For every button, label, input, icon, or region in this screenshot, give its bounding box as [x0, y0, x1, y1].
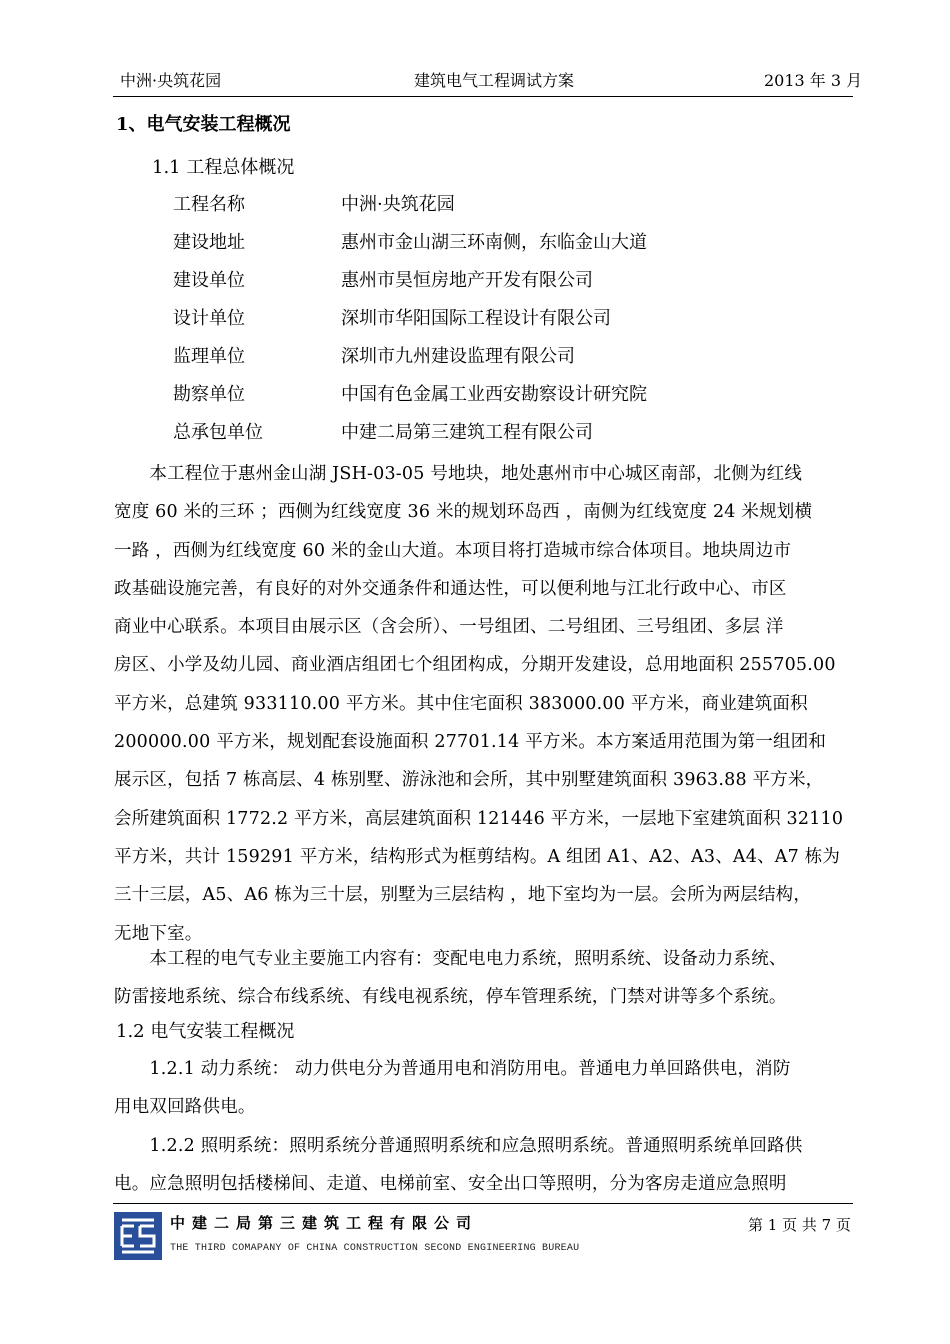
footer-company-name: 中建二局第三建筑工程有限公司: [170, 1214, 479, 1232]
info-key: 工程名称: [173, 194, 245, 215]
info-value: 深圳市九州建设监理有限公司: [341, 346, 575, 367]
text-line: 本工程的电气专业主要施工内容有：变配电电力系统，照明系统、设备动力系统、: [114, 949, 787, 969]
text-line: 本工程位于惠州金山湖 JSH-03-05 号地块，地处惠州市中心城区南部，北侧为红线: [114, 464, 803, 484]
text-line: 1.2.2 照明系统：照明系统分普通照明系统和应急照明系统。普通照明系统单回路供: [114, 1136, 803, 1156]
text-line: 无地下室。: [114, 923, 203, 944]
footer-rule: [113, 1203, 853, 1204]
info-value: 深圳市华阳国际工程设计有限公司: [341, 308, 611, 329]
header-date: 2013 年 3 月: [764, 71, 863, 90]
info-key: 设计单位: [173, 308, 245, 329]
info-value: 中洲·央筑花园: [341, 194, 455, 215]
text-line: 200000.00 平方米，规划配套设施面积 27701.14 平方米。本方案适用范围为第一组团和: [114, 732, 827, 753]
text-line: 1.2.1 动力系统： 动力供电分为普通用电和消防用电。普通电力单回路供电，消防: [114, 1059, 791, 1079]
info-row: [0, 266, 950, 296]
text-line: 平方米，共计 159291 平方米，结构形式为框剪结构。A 组团 A1、A2、A3、A4、A7 栋为: [114, 846, 841, 867]
text-line: 政基础设施完善，有良好的对外交通条件和通达性，可以便利地与江北行政中心、市区: [114, 578, 787, 599]
info-value: 中国有色金属工业西安勘察设计研究院: [341, 384, 647, 405]
header-document-title: 建筑电气工程调试方案: [414, 71, 575, 90]
subsection-title-1-1: 1.1 工程总体概况: [152, 157, 295, 178]
info-row: [0, 418, 950, 448]
text-line: 宽度 60 米的三环 ；西侧为红线宽度 36 米的规划环岛西 ，南侧为红线宽度 24 米规划横: [114, 502, 813, 523]
info-key: 建设单位: [173, 270, 245, 291]
text-line: 电。应急照明包括楼梯间、走道、电梯前室、安全出口等照明，分为客房走道应急照明: [114, 1174, 787, 1195]
info-row: [0, 228, 950, 258]
footer-company-english: THE THIRD COMAPANY OF CHINA CONSTRUCTION SECOND ENGINEERING BUREAU: [170, 1243, 580, 1254]
paragraph-electrical-scope: [114, 940, 844, 1017]
info-value: 惠州市金山湖三环南侧，东临金山大道: [341, 232, 647, 253]
header-project-name: 中洲·央筑花园: [120, 71, 222, 90]
info-row: [0, 304, 950, 334]
paragraph-project-overview: [114, 455, 844, 953]
info-value: 惠州市昊恒房地产开发有限公司: [341, 270, 593, 291]
info-row: [0, 380, 950, 410]
info-key: 监理单位: [173, 346, 245, 367]
text-line: 商业中心联系。本项目由展示区（含会所）、一号组团、二号组团、三号组团、多层 洋: [114, 617, 784, 638]
text-line: 平方米，总建筑 933110.00 平方米。其中住宅面积 383000.00 平方米，商业建筑面积: [114, 693, 808, 714]
info-key: 建设地址: [173, 232, 245, 253]
text-line: 房区、小学及幼儿园、商业酒店组团七个组团构成，分期开发建设，总用地面积 255705.00: [114, 655, 836, 676]
info-row: [0, 190, 950, 220]
section-title: 1、电气安装工程概况: [116, 114, 291, 135]
info-value: 中建二局第三建筑工程有限公司: [341, 422, 593, 443]
text-line: 三十三层，A5、A6 栋为三十层，别墅为三层结构 ，地下室均为一层。会所为两层结构，: [114, 885, 812, 906]
text-line: 展示区，包括 7 栋高层、4 栋别墅、游泳池和会所，其中别墅建筑面积 3963.88 平方米，: [114, 770, 824, 791]
info-key: 勘察单位: [173, 384, 245, 405]
text-line: 用电双回路供电。: [114, 1097, 256, 1118]
text-line: 一路 ，西侧为红线宽度 60 米的金山大道。本项目将打造城市综合体项目。地块周边市: [114, 540, 792, 561]
info-key: 总承包单位: [173, 422, 263, 443]
paragraph-lighting-system: [114, 1127, 844, 1204]
info-row: [0, 342, 950, 372]
text-line: 防雷接地系统、综合布线系统、有线电视系统，停车管理系统，门禁对讲等多个系统。: [114, 987, 787, 1008]
header-rule: [113, 96, 853, 97]
text-line: 会所建筑面积 1772.2 平方米，高层建筑面积 121446 平方米，一层地下室建筑面积 32110: [114, 808, 844, 829]
paragraph-power-system: [114, 1050, 844, 1127]
subsection-title-1-2: 1.2 电气安装工程概况: [116, 1021, 295, 1042]
footer-page-number: 第 1 页 共 7 页: [748, 1216, 851, 1234]
company-logo-icon: [114, 1212, 162, 1260]
